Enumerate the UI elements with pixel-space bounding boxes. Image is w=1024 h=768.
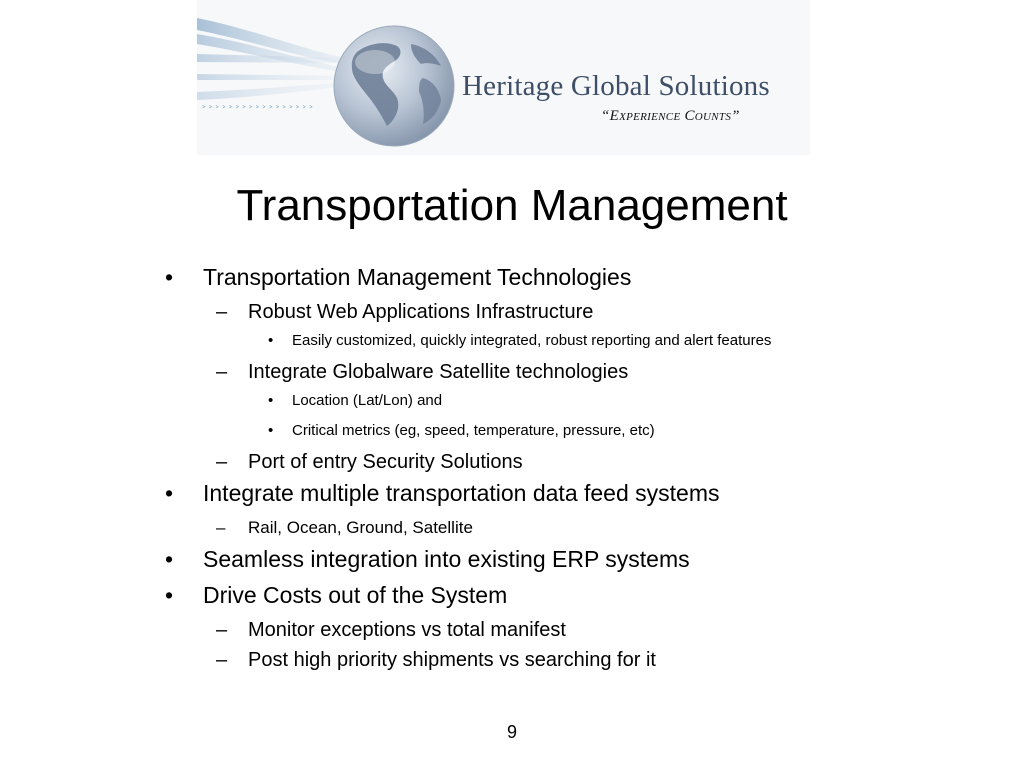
slide-title: Transportation Management [236, 181, 788, 230]
bullet-marker-icon: • [268, 422, 274, 439]
bullet-level-2-item [0, 646, 1024, 676]
bullet-level-3-item [0, 418, 1024, 448]
bullet-text: Transportation Management Technologies [203, 264, 632, 290]
bullet-marker-icon: • [268, 392, 274, 409]
dash-marker-icon: – [216, 451, 228, 473]
bullet-level-2-item [0, 514, 1024, 544]
page-number: 9 [506, 722, 517, 742]
bullet-text: Integrate multiple transportation data feed systems [203, 480, 720, 506]
bullet-level-2-item [0, 358, 1024, 388]
bullet-text: Drive Costs out of the System [203, 582, 508, 608]
bullet-level-2-item [0, 448, 1024, 478]
arrow-row-icon: ˃˃˃˃˃˃˃˃˃˃˃˃˃˃˃˃˃ [201, 104, 315, 117]
company-logo [197, 0, 810, 155]
bullet-level-2-item [0, 616, 1024, 646]
bullet-level-3-item [0, 388, 1024, 418]
bullet-text: Rail, Ocean, Ground, Satellite [248, 518, 473, 537]
dash-marker-icon: – [216, 361, 228, 383]
bullet-marker-icon: • [165, 480, 174, 506]
bullet-level-1-item [0, 580, 1024, 616]
bullet-text: Location (Lat/Lon) and [292, 392, 443, 409]
bullet-text: Easily customized, quickly integrated, robust reporting and alert features [292, 332, 772, 349]
bullet-marker-icon: • [165, 582, 174, 608]
dash-marker-icon: – [216, 518, 226, 537]
bullet-marker-icon: • [165, 264, 174, 290]
bullet-text: Integrate Globalware Satellite technologies [248, 361, 629, 383]
bullet-level-2-item [0, 298, 1024, 328]
bullet-text: Robust Web Applications Infrastructure [248, 301, 594, 323]
bullet-marker-icon: • [165, 546, 174, 572]
dash-marker-icon: – [216, 619, 228, 641]
dash-marker-icon: – [216, 649, 228, 671]
bullet-level-3-item [0, 328, 1024, 358]
dash-marker-icon: – [216, 301, 228, 323]
bullet-text: Port of entry Security Solutions [248, 451, 523, 473]
bullet-text: Post high priority shipments vs searching for it [248, 649, 656, 671]
bullet-text: Monitor exceptions vs total manifest [248, 619, 566, 641]
bullet-list [0, 262, 1024, 676]
bullet-marker-icon: • [268, 332, 274, 349]
bullet-level-1-item [0, 262, 1024, 298]
bullet-level-1-item [0, 478, 1024, 514]
bullet-text: Critical metrics (eg, speed, temperature, pressure, etc) [292, 422, 655, 439]
company-name: Heritage Global Solutions [462, 70, 770, 102]
bullet-level-1-item [0, 544, 1024, 580]
company-tagline: “Experience Counts” [601, 108, 740, 124]
bullet-text: Seamless integration into existing ERP systems [203, 546, 690, 572]
